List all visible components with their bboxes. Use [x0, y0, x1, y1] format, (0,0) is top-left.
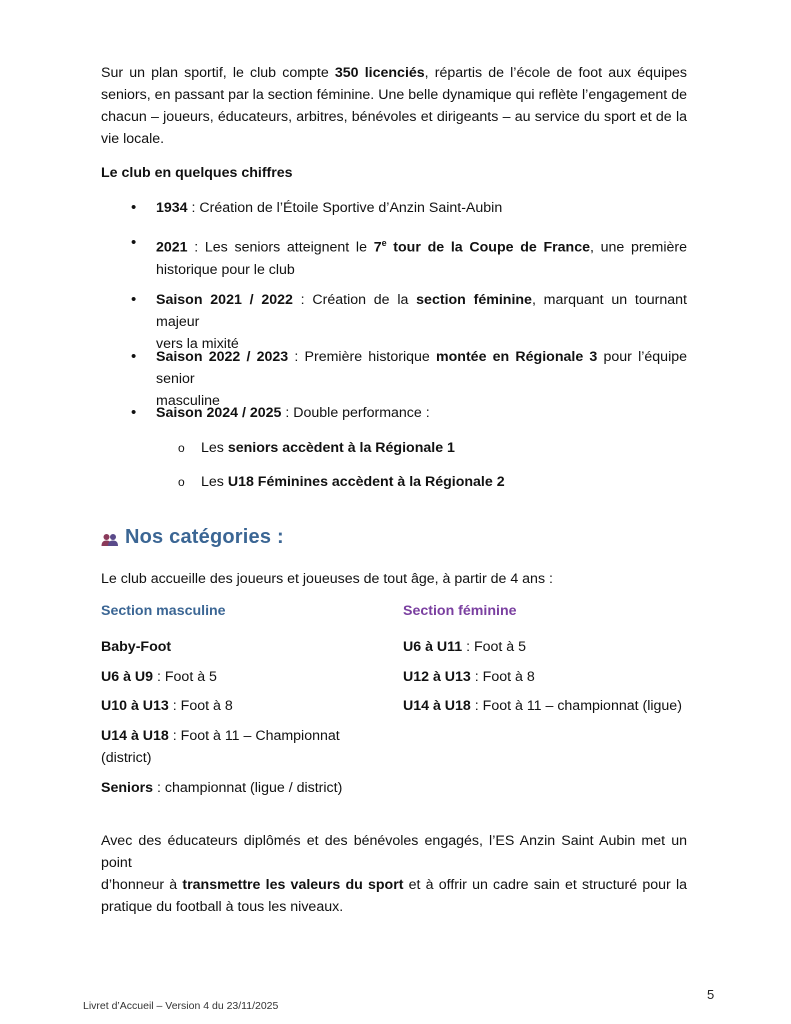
category-format: : Foot à 8: [168, 698, 233, 714]
bullet-highlight: montée en Régionale 3: [436, 349, 598, 365]
intro-highlight: 350 licenciés: [334, 65, 425, 81]
bullet-text: : Création de la: [292, 292, 417, 308]
category-item-fem: [403, 666, 535, 688]
closing-line-1: Avec des éducateurs diplômés et des bénévoles engagés, l’ES Anzin Saint Aubin met un point: [101, 833, 687, 871]
bullet-year: 2021: [156, 239, 188, 256]
bullet-text: , marquant un tournant majeur: [156, 292, 687, 330]
bullet-item-2024-2025: [156, 402, 687, 424]
section-masculine-title: Section masculine: [101, 603, 226, 619]
intro-text: , répartis de l’école de foot aux équipes: [424, 65, 687, 81]
closing-paragraph: [101, 830, 687, 918]
category-item-fem: [403, 636, 526, 658]
bullet-item-2021: [156, 232, 687, 281]
category-item-masc: [101, 695, 233, 717]
people-icon: [101, 532, 119, 548]
bullet-season: Saison 2021 / 2022: [156, 292, 293, 308]
category-format: : Foot à 11 – championnat (ligue): [470, 698, 682, 714]
category-item-masc: [101, 636, 171, 658]
category-format: : Foot à 5: [462, 639, 527, 655]
bullet-season: Saison 2022 / 2023: [156, 349, 289, 365]
intro-line-3: chacun – joueurs, éducateurs, arbitres, bénévoles et dirigeants – au service du sport et de la: [101, 109, 687, 125]
bullet-marker: [131, 346, 136, 370]
bullet-text: vers la mixité: [156, 336, 239, 352]
category-name: U6 à U11: [403, 639, 463, 655]
intro-text: Sur un plan sportif, le club compte: [101, 65, 335, 81]
category-name: U14 à U18: [403, 698, 471, 714]
bullet-text: : Double performance :: [281, 405, 430, 421]
category-format: : Foot à 5: [153, 669, 217, 685]
ordinal-sup: e: [381, 238, 387, 248]
category-name: U6 à U9: [101, 669, 154, 685]
bullet-highlight: section féminine: [416, 292, 532, 308]
sub-bullet-highlight: U18 Féminines accèdent à la Régionale 2: [227, 474, 505, 490]
closing-highlight: transmettre les valeurs du sport: [182, 877, 404, 893]
category-item-fem: [403, 695, 682, 717]
intro-line-2: seniors, en passant par la section féminine. Une belle dynamique qui reflète l’engagement de: [101, 87, 687, 103]
categories-intro: Le club accueille des joueurs et joueuses de tout âge, à partir de 4 ans :: [101, 571, 553, 587]
category-format: : Foot à 8: [470, 669, 535, 685]
bullet-text: , une première: [589, 239, 687, 256]
bullet-season: Saison 2024 / 2025: [156, 405, 282, 421]
sub-bullet-marker: o: [178, 441, 185, 455]
bullet-marker: [131, 197, 136, 221]
category-name: Seniors: [101, 780, 154, 796]
intro-paragraph: [101, 62, 687, 150]
category-format: : Foot à 11 – Championnat: [168, 728, 340, 744]
categories-heading: [101, 526, 284, 549]
closing-line-2: [101, 874, 687, 896]
category-item-masc: [101, 725, 361, 769]
bullet-item-1934: [156, 197, 687, 219]
category-item-masc: [101, 666, 217, 688]
intro-line-1: [101, 62, 687, 84]
bullet-text: : Première historique: [288, 349, 436, 365]
bullet-year: 1934: [156, 200, 188, 216]
category-name: U12 à U13: [403, 669, 471, 685]
footer-text: Livret d’Accueil – Version 4 du 23/11/2025: [83, 1000, 279, 1012]
bullet-text: masculine: [156, 393, 220, 409]
bullet-text: : Les seniors atteignent le: [187, 239, 374, 256]
categories-heading-text: Nos catégories :: [125, 526, 284, 548]
sub-bullet-text: Les: [201, 440, 228, 456]
chiffres-title: Le club en quelques chiffres: [101, 165, 293, 181]
bullet-text: historique pour le club: [156, 261, 295, 278]
bullet-text: pour l’équipe senior: [156, 349, 687, 387]
closing-text: et à offrir un cadre sain et structuré pour la: [403, 877, 687, 893]
section-feminine-title: Section féminine: [403, 603, 517, 619]
closing-line-3: pratique du football à tous les niveaux.: [101, 899, 344, 915]
category-name: Baby-Foot: [101, 639, 172, 655]
category-format: : championnat (ligue / district): [153, 780, 343, 796]
category-name: U14 à U18: [101, 728, 169, 744]
page-number: 5: [707, 987, 715, 1002]
bullet-marker: [131, 232, 136, 256]
sub-bullet-item-seniors: [201, 437, 455, 459]
sub-bullet-item-u18: [201, 471, 505, 493]
closing-text: d’honneur à: [101, 877, 183, 893]
sub-bullet-marker: o: [178, 475, 185, 489]
bullet-highlight: tour de la Coupe de France: [386, 239, 590, 256]
bullet-text: : Création de l’Étoile Sportive d’Anzin Saint-Aubin: [187, 200, 503, 216]
bullet-highlight: 7: [373, 239, 382, 256]
bullet-marker: [131, 402, 136, 426]
category-format: (district): [101, 750, 152, 766]
bullet-marker: [131, 289, 136, 313]
intro-line-4: vie locale.: [101, 131, 165, 147]
sub-bullet-text: Les: [201, 474, 228, 490]
category-item-masc: [101, 777, 342, 799]
category-name: U10 à U13: [101, 698, 169, 714]
sub-bullet-highlight: seniors accèdent à la Régionale 1: [227, 440, 455, 456]
